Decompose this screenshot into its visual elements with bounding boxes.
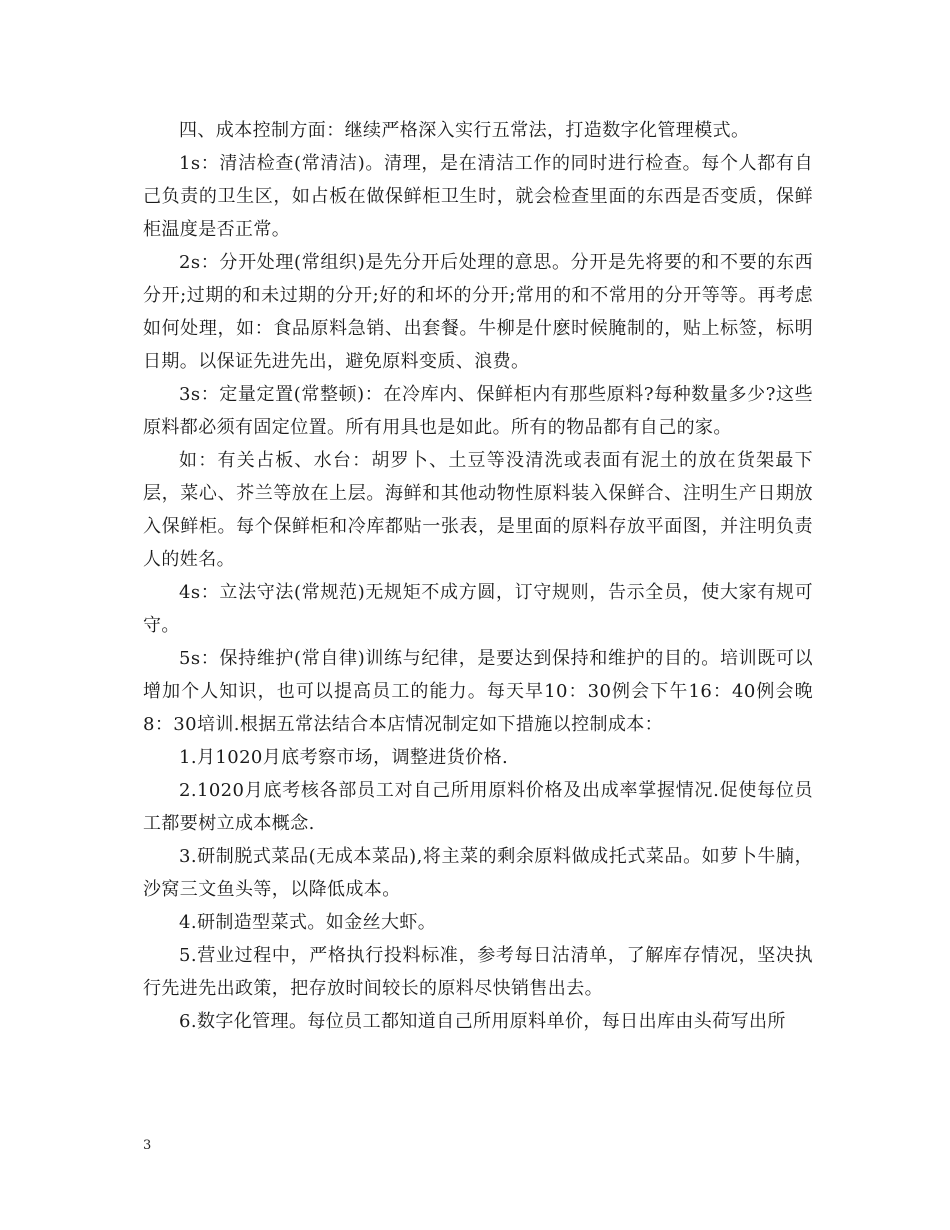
paragraph-2s-sorting: 2s：分开处理(常组织)是先分开后处理的意思。分开是先将要的和不要的东西分开;过期的和未过期的分开;好的和坏的分开;常用的和不常用的分开等等。再考虑如何处理，如：食品原料急销、出套餐。牛柳是什麽时候腌制的，贴上标签，标明日期。以保证先进先出，避免原料变质、浪费。 bbox=[143, 252, 813, 372]
list-item-5: 5.营业过程中，严格执行投料标准，参考每日沽清单，了解库存情况，坚决执行先进先出政策，把存放时间较长的原料尽快销售出去。 bbox=[143, 945, 813, 999]
list-item-2: 2.1020月底考核各部员工对自己所用原料价格及出成率掌握情况.促使每位员工都要树立成本概念. bbox=[143, 780, 813, 834]
paragraph-3s-arrangement: 3s：定量定置(常整顿)：在冷库内、保鲜柜内有那些原料?每种数量多少?这些原料都必须有固定位置。所有用具也是如此。所有的物品都有自己的家。 bbox=[143, 384, 813, 438]
paragraph-4s-rules: 4s：立法守法(常规范)无规矩不成方圆，订守规则，告示全员，使大家有规可守。 bbox=[143, 582, 813, 636]
paragraph-section-heading: 四、成本控制方面：继续严格深入实行五常法，打造数字化管理模式。 bbox=[179, 120, 750, 141]
paragraph-example: 如：有关占板、水台：胡罗卜、土豆等没清洗或表面有泥土的放在货架最下层，菜心、芥兰等放在上层。海鲜和其他动物性原料装入保鲜合、注明生产日期放入保鲜柜。每个保鲜柜和冷库都贴一张表，是里面的原料存放平面图，并注明负责人的姓名。 bbox=[143, 450, 813, 570]
paragraph-1s-cleaning: 1s：清洁检查(常清洁)。清理，是在清洁工作的同时进行检查。每个人都有自己负责的卫生区，如占板在做保鲜柜卫生时，就会检查里面的东西是否变质，保鲜柜温度是否正常。 bbox=[143, 153, 813, 240]
document-body bbox=[143, 114, 813, 1038]
paragraph-5s-discipline: 5s：保持维护(常自律)训练与纪律，是要达到保持和维护的目的。培训既可以增加个人知识，也可以提高员工的能力。每天早10：30例会下午16：40例会晚8：30培训.根据五常法结合本店情况制定如下措施以控制成本： bbox=[143, 648, 813, 735]
list-item-1: 1.月1020月底考察市场，调整进货价格. bbox=[179, 747, 509, 768]
list-item-3: 3.研制脱式菜品(无成本菜品),将主菜的剩余原料做成托式菜品。如萝卜牛腩，沙窝三文鱼头等，以降低成本。 bbox=[143, 846, 813, 900]
list-item-4: 4.研制造型菜式。如金丝大虾。 bbox=[179, 912, 437, 933]
page-number: 3 bbox=[143, 1138, 152, 1153]
list-item-6: 6.数字化管理。每位员工都知道自己所用原料单价，每日出库由头荷写出所 bbox=[179, 1011, 786, 1032]
